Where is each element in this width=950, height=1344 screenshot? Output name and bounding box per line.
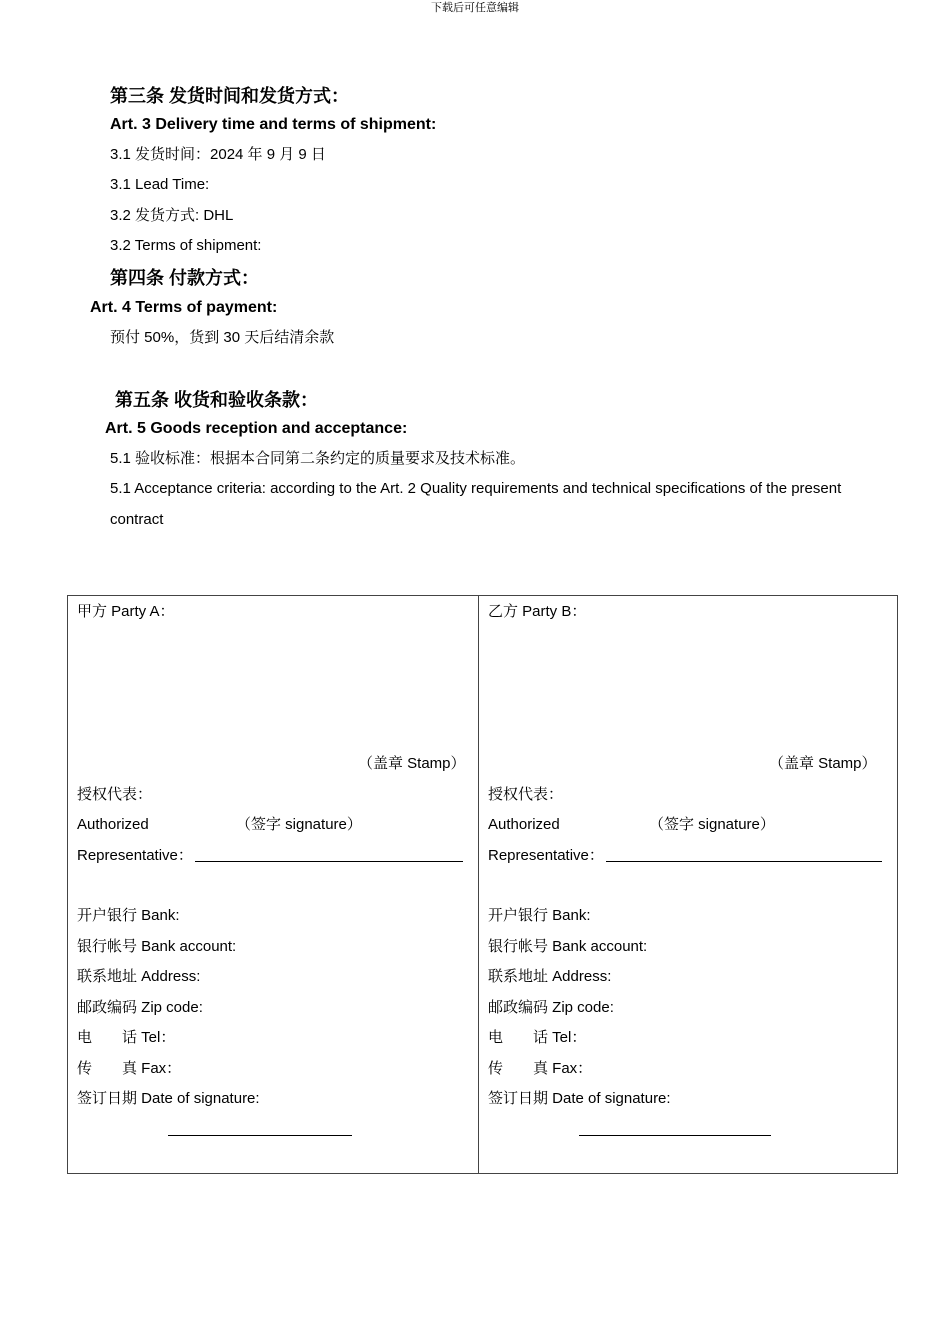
party-a-representative: Representative： xyxy=(77,847,193,864)
party-a-stamp: （盖章 Stamp） xyxy=(358,755,466,772)
party-b-date: 签订日期 Date of signature: xyxy=(488,1090,671,1107)
art3-line-shipment-cn: 3.2 发货方式: DHL xyxy=(110,207,234,224)
art4-title-cn: 第四条 付款方式： xyxy=(110,268,260,288)
party-a-title: 甲方 Party A： xyxy=(77,603,175,620)
party-a-cell xyxy=(68,596,478,1173)
party-a-authorized: Authorized xyxy=(77,816,149,833)
party-b-date-line xyxy=(579,1135,771,1136)
art5-title-cn: 第五条 收货和验收条款： xyxy=(115,390,318,410)
art5-criteria-en: 5.1 Acceptance criteria: according to the Art. 2 Quality requirements and technical specifications of the present xyxy=(110,480,842,497)
party-a-fax: 传 真 Fax： xyxy=(77,1060,182,1077)
party-a-bank: 开户银行 Bank: xyxy=(77,907,180,924)
party-a-tel: 电 话 Tel： xyxy=(77,1029,176,1046)
art3-line-lead-time-cn: 3.1 发货时间：2024 年 9 月 9 日 xyxy=(110,146,326,163)
art3-line-lead-time-en: 3.1 Lead Time: xyxy=(110,176,210,193)
party-a-representative-line xyxy=(195,861,463,862)
party-a-authorized-rep-cn: 授权代表： xyxy=(77,786,153,803)
party-b-stamp: （盖章 Stamp） xyxy=(769,755,877,772)
party-b-address: 联系地址 Address: xyxy=(488,968,612,985)
party-a-address: 联系地址 Address: xyxy=(77,968,201,985)
art5-criteria-en-cont: contract xyxy=(110,511,164,528)
party-a-date-line xyxy=(168,1135,352,1136)
party-b-representative-line xyxy=(606,861,882,862)
party-b-authorized-rep-cn: 授权代表： xyxy=(488,786,564,803)
party-a-date: 签订日期 Date of signature: xyxy=(77,1090,260,1107)
art4-title-en: Art. 4 Terms of payment: xyxy=(90,299,278,316)
party-b-title: 乙方 Party B： xyxy=(488,603,587,620)
party-a-bank-account: 银行帐号 Bank account: xyxy=(77,938,237,955)
party-b-bank: 开户银行 Bank: xyxy=(488,907,591,924)
art3-title-en: Art. 3 Delivery time and terms of shipment: xyxy=(110,116,437,133)
party-b-representative: Representative： xyxy=(488,847,604,864)
party-b-bank-account: 银行帐号 Bank account: xyxy=(488,938,648,955)
party-a-signature-label: （签字 signature） xyxy=(236,816,362,833)
signature-table xyxy=(67,595,898,1174)
art3-line-shipment-en: 3.2 Terms of shipment: xyxy=(110,237,262,254)
party-b-fax: 传 真 Fax： xyxy=(488,1060,593,1077)
art4-payment-line: 预付 50%，货到 30 天后结清余款 xyxy=(110,329,335,346)
header-note: 下载后可任意编辑 xyxy=(431,1,519,14)
party-a-zip: 邮政编码 Zip code: xyxy=(77,999,203,1016)
party-b-authorized: Authorized xyxy=(488,816,560,833)
party-b-tel: 电 话 Tel： xyxy=(488,1029,587,1046)
party-b-cell xyxy=(479,596,897,1173)
art5-title-en: Art. 5 Goods reception and acceptance: xyxy=(105,420,408,437)
party-b-zip: 邮政编码 Zip code: xyxy=(488,999,614,1016)
party-b-signature-label: （签字 signature） xyxy=(649,816,775,833)
art3-title-cn: 第三条 发货时间和发货方式： xyxy=(110,86,349,106)
art5-criteria-cn: 5.1 验收标准：根据本合同第二条约定的质量要求及技术标准。 xyxy=(110,450,526,467)
